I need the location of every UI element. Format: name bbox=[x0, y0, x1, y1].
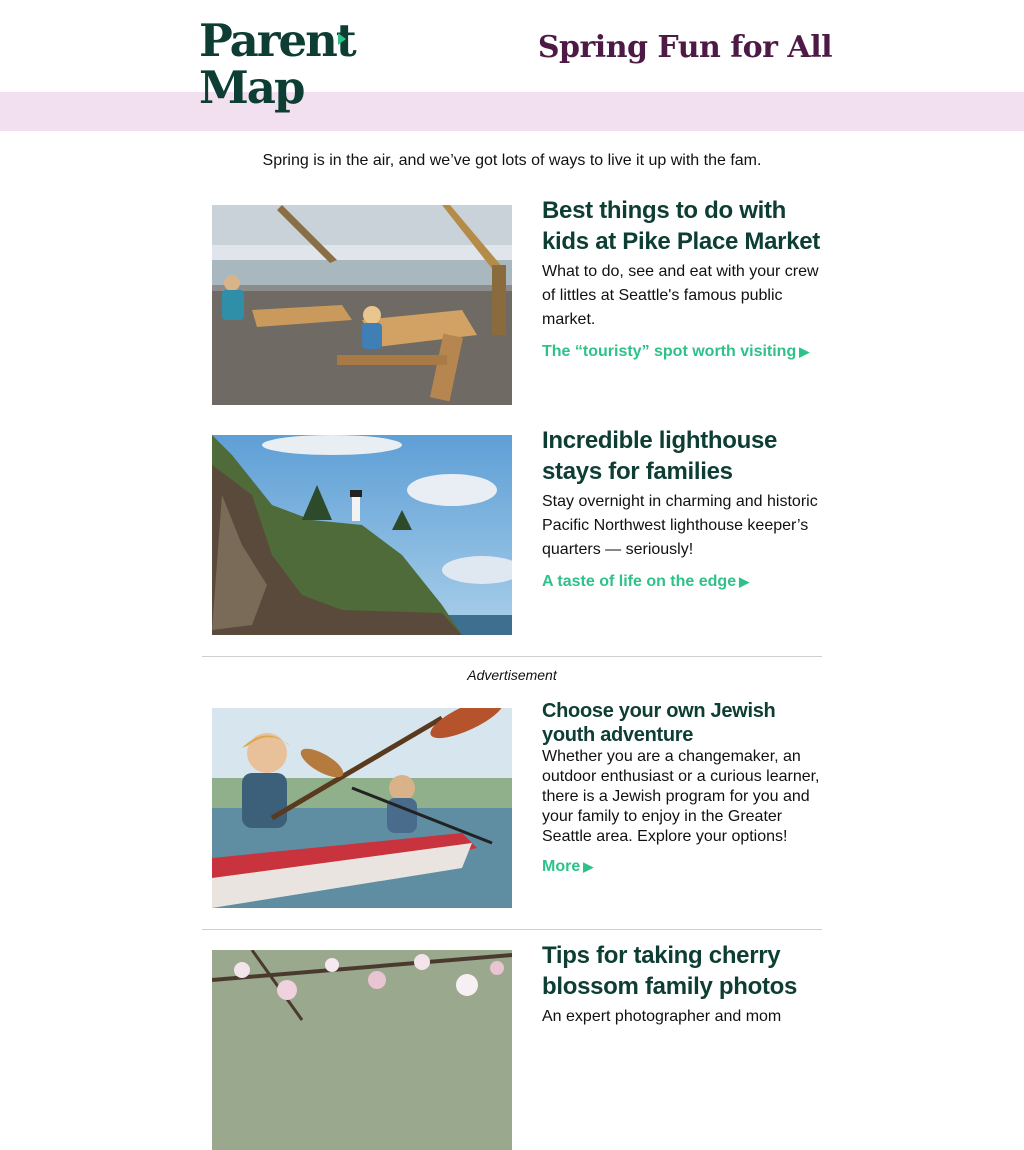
story-text-cherry-blossom bbox=[542, 942, 824, 1029]
story-description-lighthouse: Stay overnight in charming and historic Pacific Northwest lighthouse keeper’s quarters — seriously! bbox=[542, 493, 818, 558]
story-description-cherry-blossom: An expert photographer and mom bbox=[542, 1008, 782, 1025]
story-title-cherry-blossom[interactable]: Tips for taking cherry blossom family photos bbox=[542, 942, 798, 1000]
lighthouse-illustration bbox=[212, 435, 512, 635]
logo-play-icon bbox=[338, 33, 346, 45]
newsletter-headline: Spring Fun for All bbox=[537, 30, 832, 65]
story-link-jewish-youth[interactable] bbox=[542, 858, 593, 876]
email-header bbox=[0, 0, 1024, 92]
story-text-jewish-youth bbox=[542, 700, 824, 876]
story-image-cherry-blossom[interactable] bbox=[212, 950, 512, 1150]
story-text-lighthouse bbox=[542, 427, 824, 591]
kayak-illustration bbox=[212, 708, 512, 908]
advertisement-label: Advertisement bbox=[467, 667, 557, 683]
play-arrow-icon: ▶ bbox=[739, 574, 750, 589]
story-text-pike-place bbox=[542, 197, 824, 361]
intro-text: Spring is in the air, and we’ve got lots of ways to live it up with the fam. bbox=[262, 152, 762, 169]
logo-line-1: Parent bbox=[199, 14, 355, 67]
play-arrow-icon: ▶ bbox=[799, 344, 810, 359]
cherry-blossom-illustration bbox=[212, 950, 512, 1150]
divider-top bbox=[202, 656, 822, 657]
story-image-lighthouse[interactable] bbox=[212, 435, 512, 635]
divider-bottom bbox=[202, 929, 822, 930]
story-image-pike-place[interactable] bbox=[212, 205, 512, 405]
parentmap-logo[interactable] bbox=[199, 14, 355, 114]
story-title-pike-place[interactable]: Best things to do with kids at Pike Place Market bbox=[542, 197, 820, 255]
play-arrow-icon: ▶ bbox=[583, 859, 594, 874]
story-title-jewish-youth[interactable]: Choose your own Jewish youth adventure bbox=[542, 700, 776, 746]
pier-picnic-illustration bbox=[212, 205, 512, 405]
story-link-label: The “touristy” spot worth visiting bbox=[542, 343, 797, 360]
story-link-pike-place[interactable] bbox=[542, 343, 809, 361]
header-band bbox=[0, 92, 1024, 131]
story-image-kayak[interactable] bbox=[212, 708, 512, 908]
story-link-lighthouse[interactable] bbox=[542, 573, 749, 591]
story-link-label: A taste of life on the edge bbox=[542, 573, 737, 590]
story-link-label: More bbox=[542, 858, 581, 875]
story-description-pike-place: What to do, see and eat with your crew of littles at Seattle's famous public market. bbox=[542, 263, 819, 328]
story-title-lighthouse[interactable]: Incredible lighthouse stays for families bbox=[542, 427, 778, 485]
logo-line-2: Map bbox=[199, 61, 304, 114]
story-description-jewish-youth: Whether you are a changemaker, an outdoor enthusiast or a curious learner, there is a Jewish program for you and your family to enjoy in the Greater Seattle area. Explore your options! bbox=[542, 748, 820, 845]
